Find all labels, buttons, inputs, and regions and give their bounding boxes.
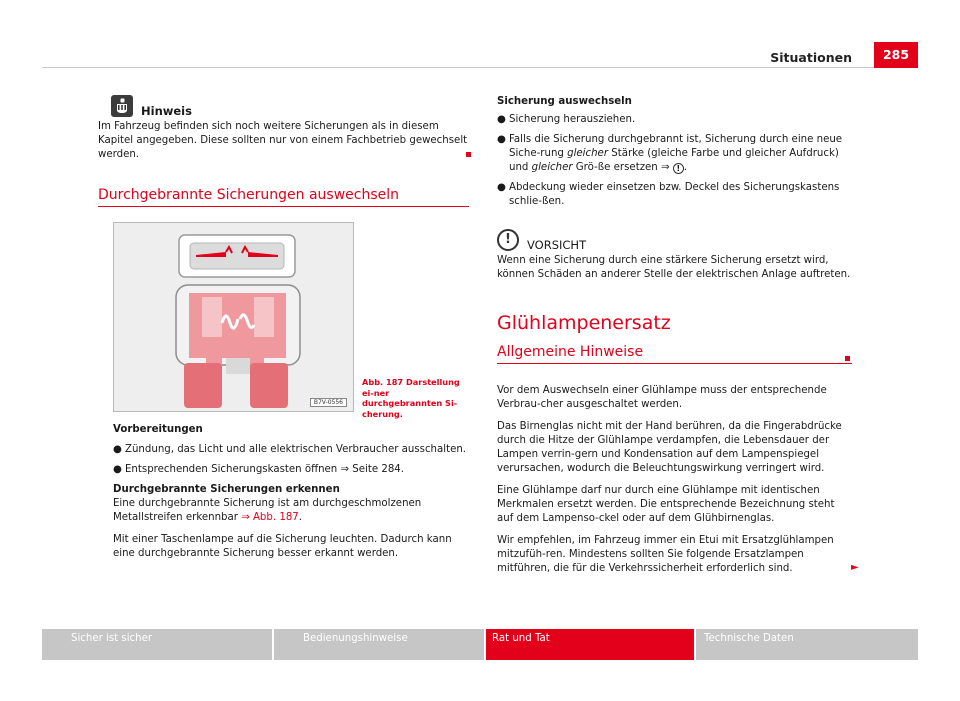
text-run: Stärke (gleiche Farbe und gleicher Aufdruck) und [509,148,839,173]
section-durchgebrannte [98,188,469,207]
text-run: . [683,162,688,173]
replace-heading: Sicherung auswechseln [497,96,632,107]
caution-header [497,229,852,251]
chapter-heading: Glühlampenersatz [497,312,671,334]
note-text-content: Im Fahrzeug befinden sich noch weitere Sicherungen als in diesem Kapitel angegeben. Diese sollten nur von einem Fachbetrieb gewechselt werden. [98,121,468,160]
text-emphasis: gleicher [567,148,609,159]
list-item [113,463,469,477]
caution-icon: ! [497,229,519,251]
list-item-text [509,133,852,175]
recognize-heading: Durchgebrannte Sicherungen erkennen [113,484,340,495]
list-item-text: Sicherung herausziehen. [509,114,636,125]
caution-text: Wenn eine Sicherung durch eine stärkere Sicherung ersetzt wird, können Schäden an anderer Stelle der elektrischen Anlage auftreten. [497,255,851,280]
paragraph: Wir empfehlen, im Fahrzeug immer ein Etui mit Ersatzglühlampen mitzufüh-ren. Mindestens sollten Sie folgende Ersatzlampen mitführen, die für die Verkehrssicherheit erforderlich sind. [497,535,834,574]
note-label: Hinweis [141,104,192,118]
left-column [98,95,469,207]
text-emphasis: gleicher [531,162,573,173]
list-item [497,133,852,175]
left-column-lower [113,423,469,569]
footer-tab-rat-und-tat[interactable]: Rat und Tat [486,629,694,660]
figure-code: B7V-0556 [310,398,347,407]
section-end-mark [466,152,471,157]
caution-label: VORSICHT [527,238,587,252]
continue-arrow-icon: ► [851,562,859,573]
recognize-text-b: . [298,512,303,523]
paragraph: Das Birnenglas nicht mit der Hand berühren, da die Fingerabdrücke durch die Hitze der Glühlampe verdampfen, die Lebensdauer der Lampen verrin-gern und Kondensation auf dem Lampenspiegel verursachen, wodurch die Beleuchtungswirkung verringert wird. [497,421,842,474]
list-item-text: Zündung, das Licht und alle elektrischen Verbraucher ausschalten. [125,444,467,455]
figure-link[interactable]: ⇒ Abb. 187 [241,512,299,523]
recognize-text2: Mit einer Taschenlampe auf die Sicherung leuchten. Dadurch kann eine durchgebrannte Sicherung besser erkannt werden. [113,534,452,559]
info-note-icon [111,95,133,117]
prep-heading: Vorbereitungen [113,424,203,435]
section-gluehlampen [497,312,852,364]
blown-fuse-illustration [114,223,353,411]
section-heading-fuses: Durchgebrannte Sicherungen auswechseln [98,188,469,207]
list-item [497,113,852,127]
running-header-title: Situationen [770,50,852,65]
footer-tab-sicher[interactable]: Sicher ist sicher [42,629,272,660]
text-run: Grö-ße ersetzen ⇒ [572,162,673,173]
text-run: Falls die Sicherung durchgebrannt ist, Sicherung durch eine neue Siche-rung [509,134,843,159]
bullet-icon: ● [497,114,506,125]
figure-caption: Abb. 187 Darstellung ei-ner durchgebrannten Si-cherung. [362,377,460,419]
recognize-text-a: Eine durchgebrannte Sicherung ist am durchgeschmolzenen Metallstreifen erkennbar [113,498,422,523]
note-text [98,120,469,162]
recognize-text [113,497,469,525]
footer-tab-bedienung[interactable]: Bedienungshinweise [274,629,484,660]
list-item [497,181,852,209]
bullet-icon: ● [497,182,506,193]
list-item [113,443,469,457]
caution-box [497,229,852,282]
caution-ref-icon[interactable]: ! [673,163,684,174]
note-box [98,95,469,162]
section-end-mark [845,356,850,361]
section-heading-general: Allgemeine Hinweise [497,345,852,364]
general-body [497,384,852,576]
bullet-icon: ● [497,134,506,145]
page-number: 285 [874,42,918,68]
right-column [497,95,852,584]
footer-tab-technische[interactable]: Technische Daten [696,629,918,660]
bullet-icon: ● [113,464,122,475]
list-item-text: Entsprechenden Sicherungskasten öffnen ⇒ Seite 284. [125,464,405,475]
header-rule [42,67,874,68]
paragraph: Vor dem Auswechseln einer Glühlampe muss der entsprechende Verbrau-cher ausgeschaltet werden. [497,385,827,410]
bullet-icon: ● [113,444,122,455]
fuse-figure [113,222,354,412]
paragraph: Eine Glühlampe darf nur durch eine Glühlampe mit identischen Merkmalen ersetzt werden. Die entsprechende Bezeichnung steht auf dem Lampenso-ckel oder auf dem Glühbirnenglas. [497,485,835,524]
note-header [111,95,469,117]
list-item-text: Abdeckung wieder einsetzen bzw. Deckel des Sicherungskastens schlie-ßen. [509,182,840,207]
